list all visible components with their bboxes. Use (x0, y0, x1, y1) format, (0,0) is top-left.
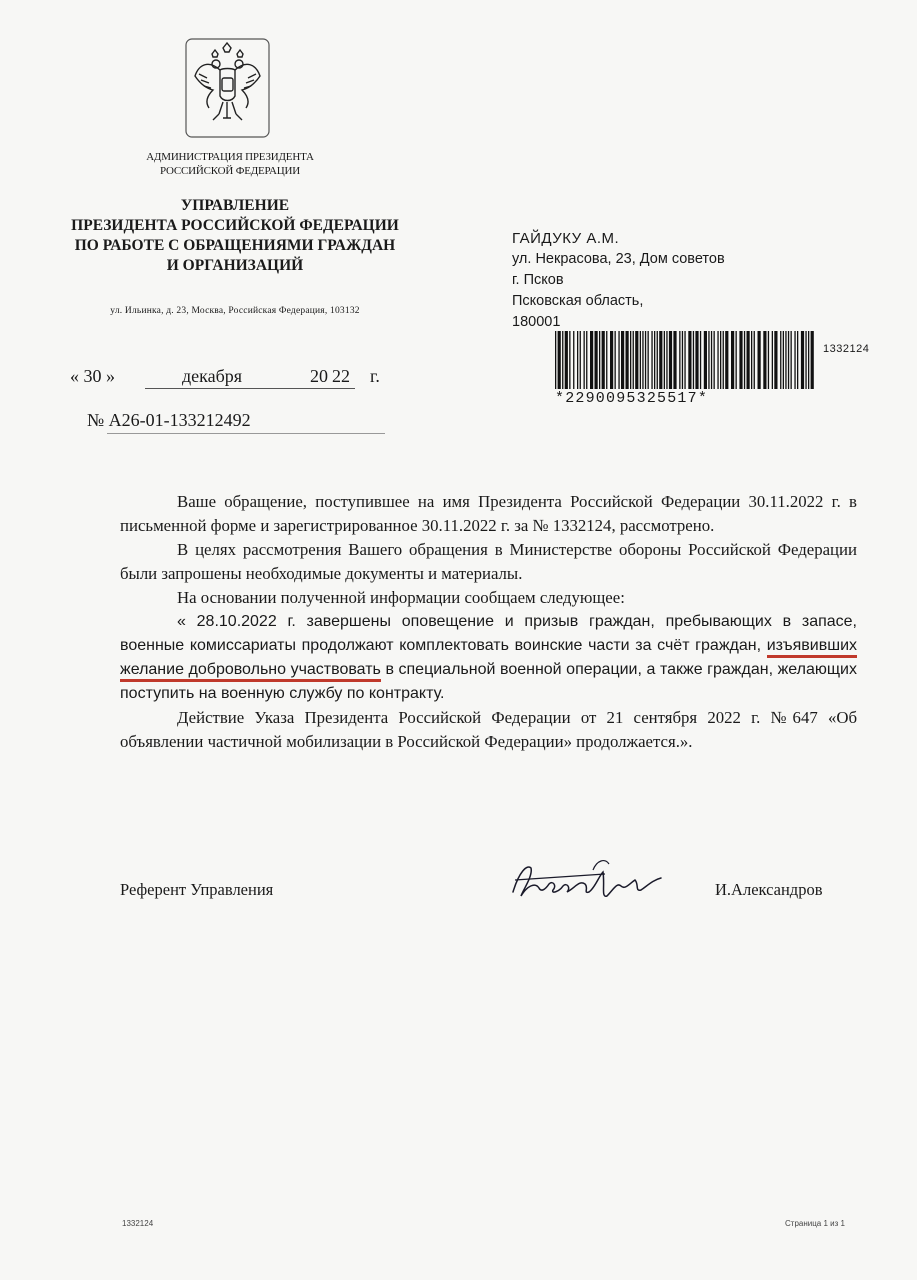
barcode-bar (725, 331, 728, 389)
barcode-bar (774, 331, 777, 389)
date-month: декабря (182, 366, 243, 386)
sender-org-small-line1: АДМИНИСТРАЦИЯ ПРЕЗИДЕНТА (146, 151, 314, 163)
registration-number (87, 410, 387, 431)
barcode-bar (615, 331, 616, 389)
barcode-bar (714, 331, 715, 389)
barcode-bar (808, 331, 809, 389)
barcode-bar (684, 331, 685, 389)
barcode-bar (720, 331, 721, 389)
handwritten-signature (505, 850, 670, 910)
barcode-bar (695, 331, 698, 389)
barcode-bar (754, 331, 755, 389)
signatory-name: И.Александров (715, 880, 823, 899)
barcode-bar (723, 331, 724, 389)
body-paragraph-4-part2: в специальной военной операции, а также граждан, желающих поступить на военную службу по контракту. (120, 661, 857, 702)
barcode-bar (666, 331, 667, 389)
barcode-bar (555, 331, 556, 389)
barcode-bar (569, 331, 570, 389)
barcode-bar (602, 331, 605, 389)
highlighted-phrase: изъявивших желание добровольно участвовать (120, 637, 857, 682)
barcode-bar (751, 331, 752, 389)
barcode-bar (562, 331, 563, 389)
date-day: « 30 » (70, 366, 115, 386)
barcode-bar (794, 331, 795, 389)
barcode-bar (630, 331, 631, 389)
barcode-bar (758, 331, 761, 389)
barcode-bar (618, 331, 619, 389)
coat-of-arms-emblem (185, 38, 270, 138)
barcode-bar (788, 331, 789, 389)
footer-page-number: Страница 1 из 1 (785, 1219, 845, 1228)
recipient-region: Псковская область, (512, 293, 644, 309)
letter-body (120, 490, 857, 754)
barcode-bar (708, 331, 709, 389)
barcode-bar (791, 331, 792, 389)
barcode-bar (577, 331, 578, 389)
sender-org-main-line2: ПРЕЗИДЕНТА РОССИЙСКОЙ ФЕДЕРАЦИИ (71, 217, 399, 234)
barcode-number: *2290095325517* (555, 390, 709, 407)
sender-org-small (100, 150, 360, 178)
letter-date (70, 366, 400, 390)
barcode-bar (739, 331, 742, 389)
body-paragraph-2: В целях рассмотрения Вашего обращения в Министерстве обороны Российской Федерации были запрошены необходимые документы и материалы. (120, 540, 857, 583)
barcode-bar (717, 331, 718, 389)
barcode-bar (747, 331, 750, 389)
body-paragraph-5: Действие Указа Президента Российской Федерации от 21 сентября 2022 г. №647 «Об объявлении частичной мобилизации в Российской Федерации» продолжается.». (120, 708, 857, 751)
barcode-bar (580, 331, 581, 389)
barcode-bar (599, 331, 600, 389)
barcode-bar (565, 331, 568, 389)
barcode-bar (673, 331, 676, 389)
body-paragraph-4-part1: « 28.10.2022 г. завершены оповещение и призыв граждан, пребывающих в запасе, военные комиссариаты продолжают комплектовать воинские части за счёт граждан, (120, 613, 857, 654)
barcode-bar (679, 331, 680, 389)
recipient-name: ГАЙДУКУ А.М. (512, 230, 620, 247)
barcode-bar (648, 331, 649, 389)
barcode-bar (573, 331, 574, 389)
barcode-bar (700, 331, 701, 389)
barcode-bar (811, 331, 814, 389)
recipient-street: ул. Некрасова, 23, Дом советов (512, 251, 725, 267)
barcode-bar (558, 331, 561, 389)
barcode-bar (682, 331, 683, 389)
barcode-bar (657, 331, 658, 389)
barcode-bar (704, 331, 707, 389)
date-year-suffix: 22 (332, 366, 350, 386)
barcode-bar (606, 331, 607, 389)
barcode-bar (642, 331, 643, 389)
barcode-bar (621, 331, 624, 389)
barcode-bar (783, 331, 784, 389)
recipient-postcode: 180001 (512, 314, 561, 330)
barcode-bar (768, 331, 769, 389)
barcode-bar (610, 331, 613, 389)
body-paragraph-4 (120, 610, 857, 706)
barcode-bar (645, 331, 646, 389)
signatory-position: Референт Управления (120, 880, 274, 899)
recipient-block (512, 228, 725, 333)
barcode-bar (797, 331, 798, 389)
barcode-bar (688, 331, 691, 389)
barcode-bar (664, 331, 665, 389)
barcode-bar (772, 331, 773, 389)
barcode-bar (731, 331, 734, 389)
barcode-bar (744, 331, 745, 389)
barcode-bar (693, 331, 694, 389)
barcode-bar (635, 331, 638, 389)
barcode-bar (633, 331, 634, 389)
barcode-bar (669, 331, 672, 389)
sender-org-main-line4: И ОРГАНИЗАЦИЙ (166, 257, 304, 274)
date-year-unit: г. (370, 366, 380, 386)
barcode-bar (763, 331, 766, 389)
sender-org-main-line3: ПО РАБОТЕ С ОБРАЩЕНИЯМИ ГРАЖДАН (74, 237, 396, 254)
barcode-bar (640, 331, 641, 389)
barcode-bar (711, 331, 712, 389)
barcode-bar (805, 331, 806, 389)
barcode-side-number: 1332124 (823, 343, 870, 355)
sender-org-small-line2: РОССИЙСКОЙ ФЕДЕРАЦИИ (159, 165, 301, 177)
barcode-bar (736, 331, 737, 389)
registration-number-text: № А26-01-133212492 (87, 410, 251, 430)
barcode-bar (659, 331, 662, 389)
sender-org-main-line1: УПРАВЛЕНИЕ (180, 197, 290, 214)
barcode-bar (586, 331, 587, 389)
barcode-bar (584, 331, 585, 389)
date-year-prefix: 20 (310, 366, 328, 386)
sender-org-main (50, 196, 420, 276)
body-paragraph-3: На основании полученной информации сообщаем следующее: (177, 588, 625, 607)
recipient-city: г. Псков (512, 272, 564, 288)
barcode-bar (654, 331, 655, 389)
barcode-bar (780, 331, 781, 389)
barcode-bar (590, 331, 593, 389)
barcode-bar (595, 331, 598, 389)
body-paragraph-1: Ваше обращение, поступившее на имя Президента Российской Федерации 30.11.2022 г. в письменной форме и зарегистрированное 30.11.2022 г. за № 1332124, рассмотрено. (120, 492, 857, 535)
barcode-bar (801, 331, 804, 389)
barcode (555, 331, 818, 389)
barcode-bar (785, 331, 786, 389)
footer-reference: 1332124 (122, 1219, 154, 1228)
barcode-bar (651, 331, 652, 389)
barcode-bar (626, 331, 629, 389)
sender-address: ул. Ильинка, д. 23, Москва, Российская Федерация, 103132 (110, 306, 360, 316)
